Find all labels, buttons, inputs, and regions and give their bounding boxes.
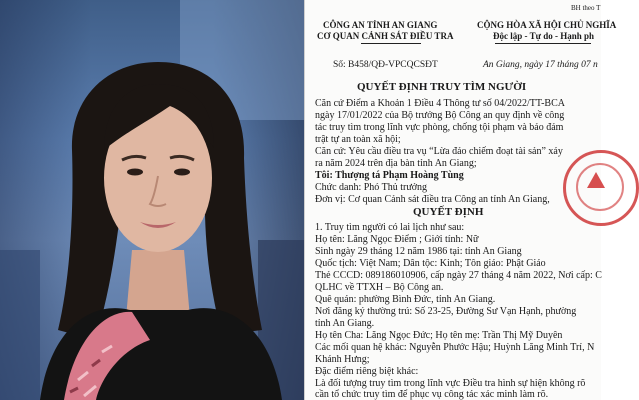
basis-line: Căn cứ: Yêu cầu điều tra vụ “Lừa đảo chiếm đoạt tài sản” xảy xyxy=(315,146,563,157)
document-number: Số: B458/QĐ-VPCQCSĐT xyxy=(333,60,438,70)
detail-line: Nơi đăng ký thường trú: Số 23-25, Đường Sư Vạn Hạnh, phường xyxy=(315,306,577,317)
agency-province: CÔNG AN TỈNH AN GIANG xyxy=(323,20,438,30)
basis-line: trật tự an toàn xã hội; xyxy=(315,134,401,145)
detail-line: Quê quán: phường Bình Đức, tỉnh An Giang. xyxy=(315,294,496,305)
detail-line: Là đối tượng truy tìm trong lĩnh vực Điều tra hình sự hiện không rõ xyxy=(315,378,586,389)
red-seal-stamp xyxy=(563,150,639,226)
detail-line: QLHC về TTXH – Bộ Công an. xyxy=(315,282,444,293)
issuer-unit: Đơn vị: Cơ quan Cảnh sát điều tra Công an tỉnh An Giang, xyxy=(315,194,550,205)
portrait-illustration xyxy=(0,0,304,400)
basis-line: ngày 17/01/2022 của Bộ trưởng Bộ Công an quy định về công xyxy=(315,110,565,121)
agency-underline xyxy=(361,43,421,44)
issuer-title: Chức danh: Phó Thủ trưởng xyxy=(315,182,428,193)
motto-underline xyxy=(495,43,591,44)
detail-line: Đặc điểm riêng biệt khác: xyxy=(315,366,419,377)
issue-date: An Giang, ngày 17 tháng 07 n xyxy=(483,60,598,70)
detail-line: cần tổ chức truy tìm để phục vụ công tác xác minh làm rõ. xyxy=(315,389,549,400)
detail-line: Các mối quan hệ khác: Nguyễn Phước Hậu; Huỳnh Lăng Minh Trí, N xyxy=(315,342,595,353)
detail-line: Khánh Hưng; xyxy=(315,354,370,365)
issuer-name: Tôi: Thượng tá Phạm Hoàng Tùng xyxy=(315,170,464,181)
detail-line: 1. Truy tìm người có lai lịch như sau: xyxy=(315,222,465,233)
corner-note: BH theo T xyxy=(571,4,601,12)
subject-name-line: Họ tên: Lăng Ngọc Điểm ; Giới tính: Nữ xyxy=(315,234,479,245)
nation-name: CỘNG HÒA XÃ HỘI CHỦ NGHĨA xyxy=(477,20,617,30)
detail-line: tỉnh An Giang. xyxy=(315,318,375,329)
agency-unit: CƠ QUAN CẢNH SÁT ĐIỀU TRA xyxy=(317,31,454,41)
nation-motto: Độc lập - Tự do - Hạnh ph xyxy=(493,31,595,41)
portrait-photo xyxy=(0,0,304,400)
detail-line: Sinh ngày 29 tháng 12 năm 1986 tại: tỉnh An Giang xyxy=(315,246,522,257)
decision-document xyxy=(304,0,617,400)
decision-heading: QUYẾT ĐỊNH xyxy=(413,206,484,218)
emblem-icon xyxy=(587,172,605,188)
detail-line: Quốc tịch: Việt Nam; Dân tộc: Kinh; Tôn giáo: Phật Giáo xyxy=(315,258,546,269)
basis-line: tác truy tìm trong lĩnh vực phòng, chống tội phạm và bảo đảm xyxy=(315,122,564,133)
document-title: QUYẾT ĐỊNH TRUY TÌM NGƯỜI xyxy=(357,81,527,93)
detail-line: Thẻ CCCD: 089186010906, cấp ngày 27 tháng 4 năm 2022, Nơi cấp: C xyxy=(315,270,602,281)
basis-line: Căn cứ Điểm a Khoản 1 Điều 4 Thông tư số 04/2022/TT-BCA xyxy=(315,98,565,109)
detail-line: Họ tên Cha: Lăng Ngọc Đức; Họ tên mẹ: Trần Thị Mỹ Duyên xyxy=(315,330,563,341)
basis-line: ra năm 2024 trên địa bàn tỉnh An Giang; xyxy=(315,158,477,169)
